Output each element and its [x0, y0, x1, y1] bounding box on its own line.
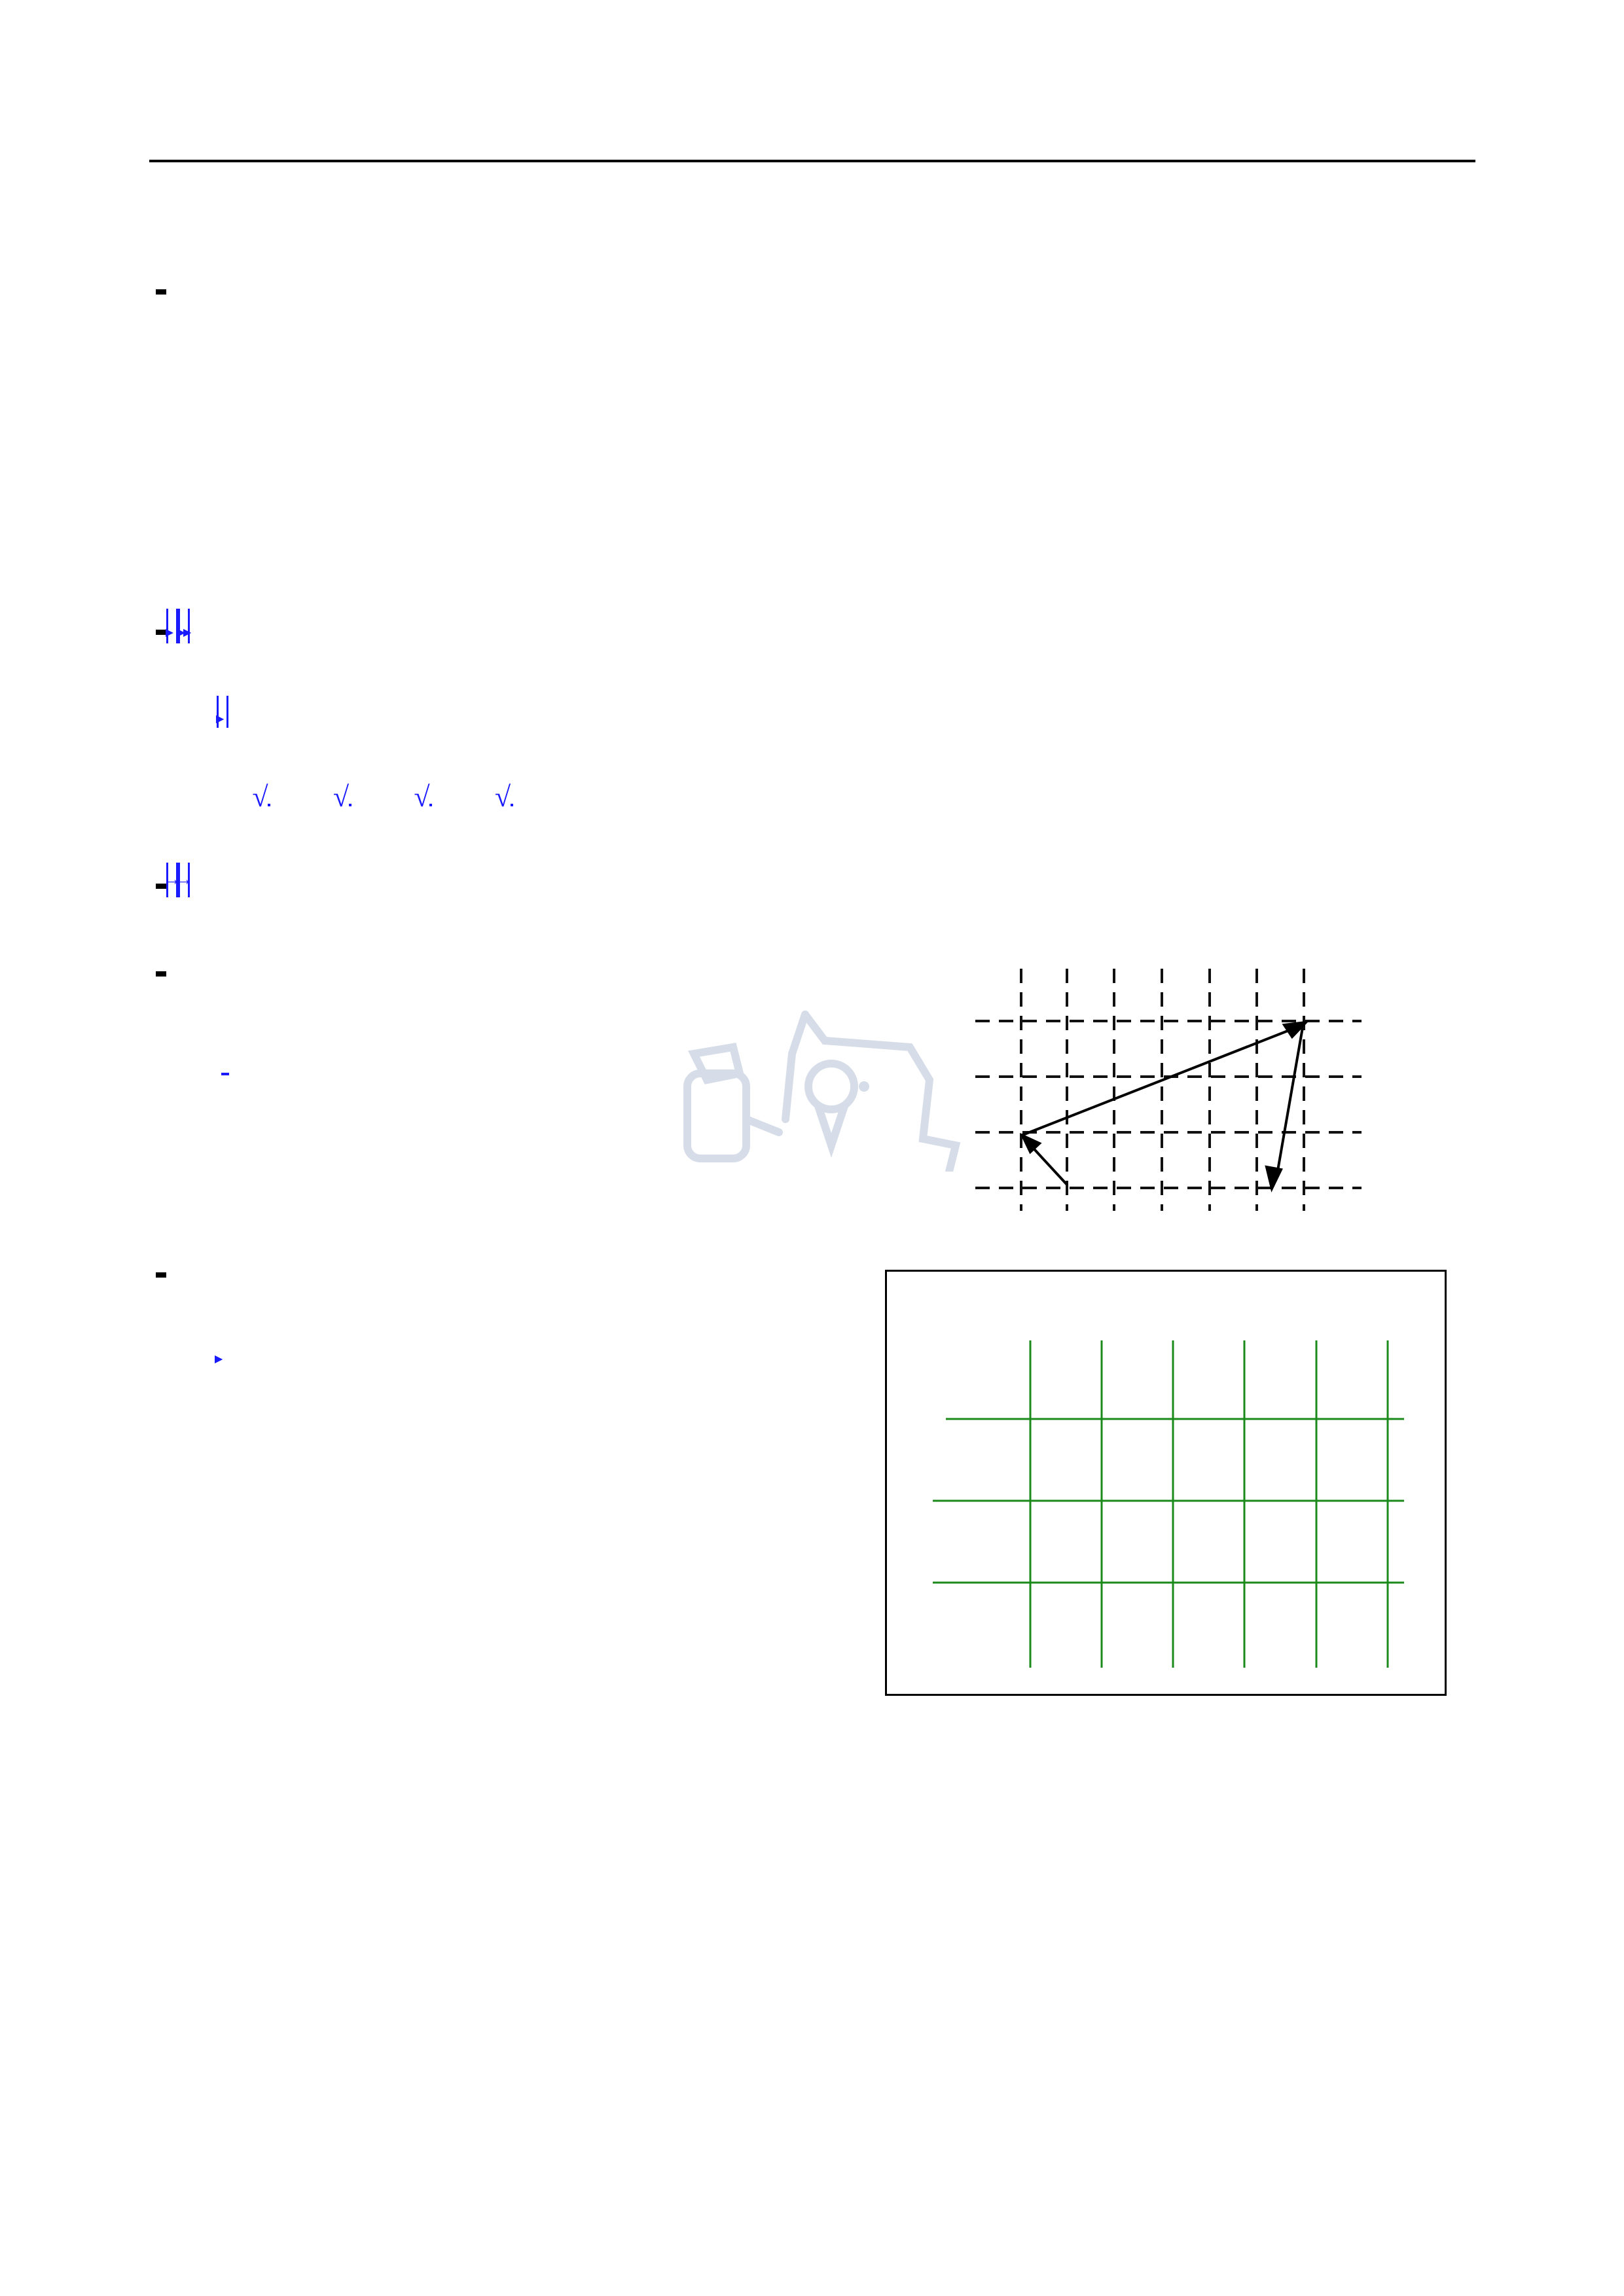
example-2: [156, 863, 202, 897]
example-1-line-2: [213, 695, 228, 730]
example-4-tag: [156, 1272, 166, 1278]
numerator: [221, 1073, 229, 1075]
radicand: [511, 804, 513, 806]
radicand: [429, 804, 432, 806]
watermark: [655, 903, 995, 1244]
example-3-tag: [156, 971, 166, 977]
fraction: [221, 1073, 229, 1075]
radicand: [268, 804, 270, 806]
header-rule: [149, 160, 1475, 162]
example-1-tag: [156, 630, 166, 635]
option-a[interactable]: √: [252, 780, 270, 815]
example-3-grid-figure: [962, 956, 1368, 1217]
option-c[interactable]: √: [414, 780, 432, 815]
example-4-line-1: [156, 1251, 166, 1286]
math-condition: [166, 609, 190, 641]
option-d[interactable]: √: [494, 780, 513, 815]
mascot-icon: [668, 1001, 982, 1172]
math-condition: [166, 863, 202, 895]
option-b[interactable]: √: [333, 780, 351, 815]
example-1-options: [252, 780, 566, 815]
example-3-line-2: [221, 1055, 229, 1090]
example-1-line-1: [156, 609, 190, 643]
key-points-heading: [156, 268, 166, 303]
example-3-line-1: [156, 950, 166, 985]
radicand: [349, 804, 352, 806]
math-set: [213, 696, 228, 728]
key-points-tag: [156, 289, 166, 295]
example-4-figure: [885, 1270, 1447, 1696]
